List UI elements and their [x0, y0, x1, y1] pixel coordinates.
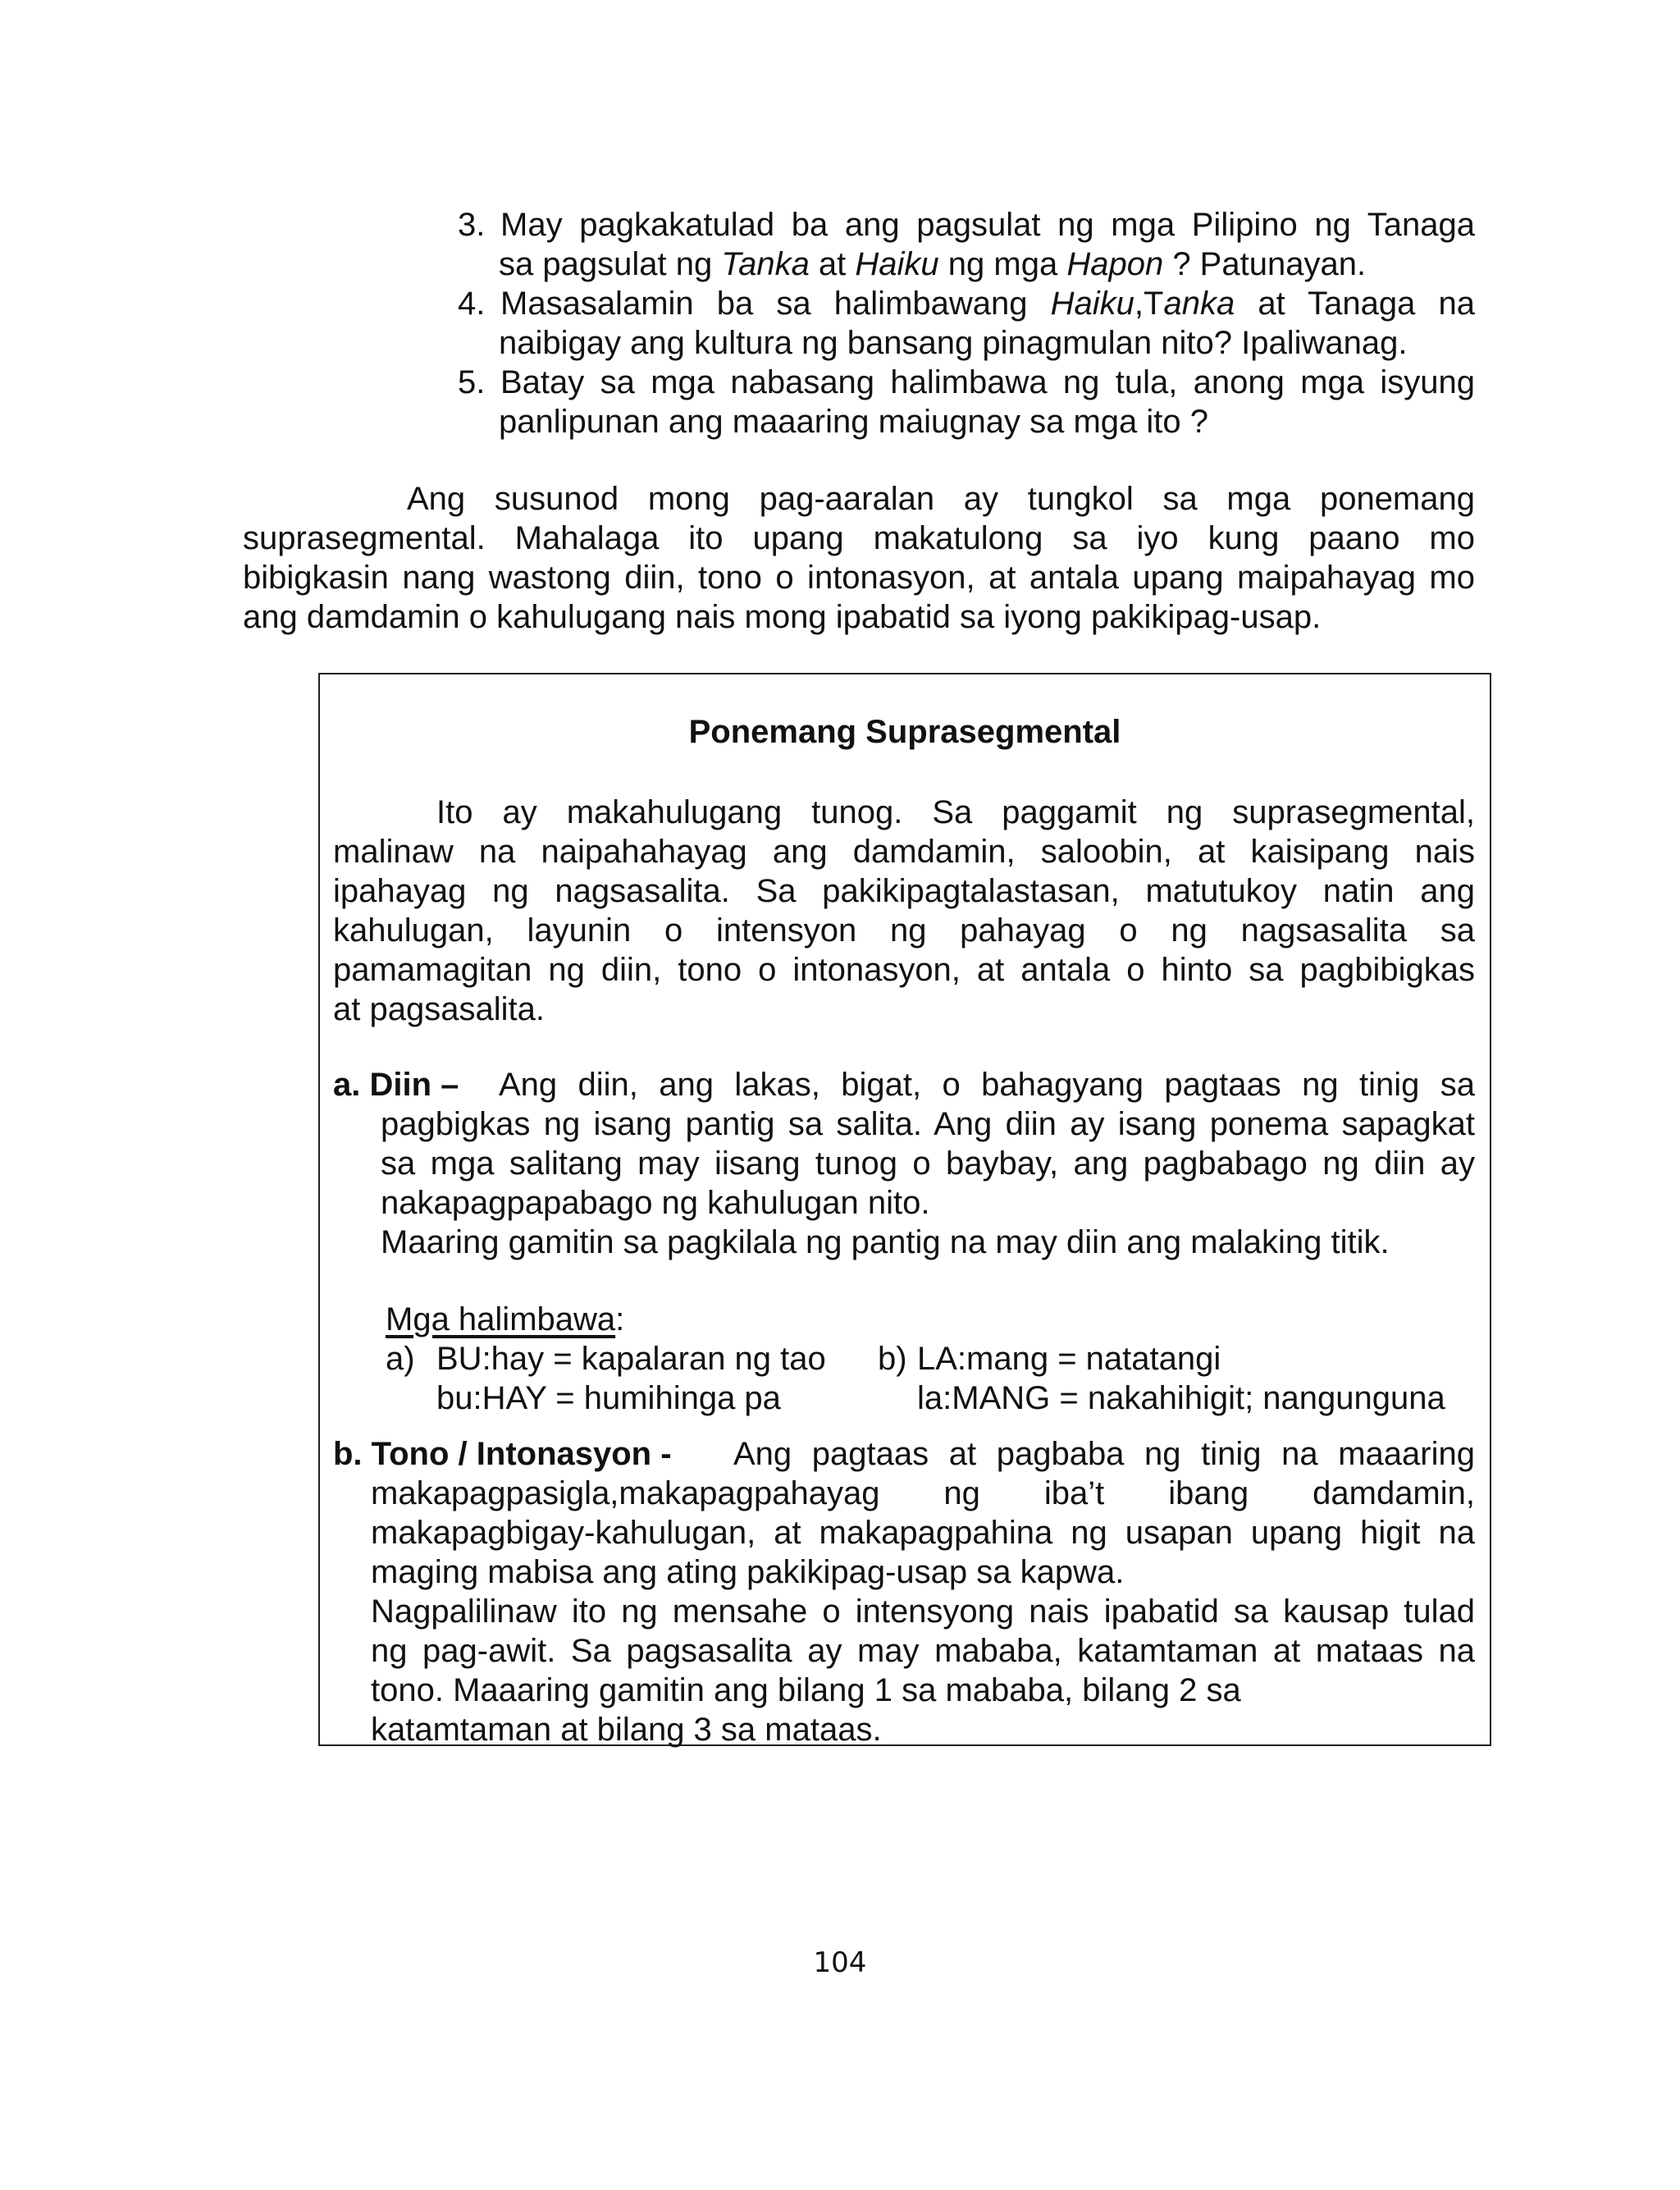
- intro-line-4: ang damdamin o kahulugang nais mong ipabatid sa iyong pakikipag-usap.: [243, 599, 1322, 635]
- tono-line-7: tono. Maaaring gamitin ang bilang 1 sa mababa, bilang 2 sa: [371, 1672, 1241, 1708]
- definition-line-2: malinaw na naipahahayag ang damdamin, saloobin, at kaisipang nais: [333, 834, 1475, 870]
- tono-line-3: makapagbigay-kahulugan, at makapagpahina ng usapan upang higit na: [371, 1515, 1475, 1551]
- tono-label: b. Tono / Intonasyon -: [333, 1436, 672, 1472]
- question-5-number: 5.: [458, 364, 486, 400]
- tono-line-6: ng pag-awit. Sa pagsasalita ay may mababa, katamtaman at mataas na: [371, 1633, 1475, 1669]
- question-3-number: 3.: [458, 207, 486, 243]
- definition-line-3: ipahayag ng nagsasalita. Sa pakikipagtalastasan, matutukoy natin ang: [333, 873, 1475, 909]
- example-b-2: la:MANG = nakahihigit; nangunguna: [917, 1380, 1445, 1416]
- tono-line-8: katamtaman at bilang 3 sa mataas.: [371, 1712, 882, 1748]
- question-5-line-2: panlipunan ang maaaring maiugnay sa mga ito ?: [499, 404, 1209, 440]
- question-4-line-1: [458, 284, 1475, 323]
- diin-line-1: [333, 1065, 1475, 1104]
- examples-heading: Mga halimbawa:: [386, 1301, 625, 1337]
- intro-line-2: suprasegmental. Mahalaga ito upang makatulong sa iyo kung paano mo: [243, 520, 1475, 556]
- question-5-line-1: [458, 363, 1475, 402]
- diin-line-5: Maaring gamitin sa pagkilala ng pantig na may diin ang malaking titik.: [381, 1224, 1390, 1260]
- box-title: Ponemang Suprasegmental: [688, 714, 1121, 750]
- question-4-text: Masasalamin ba sa halimbawang Haiku,Tanka at Tanaga na: [500, 286, 1475, 322]
- intro-line-1: Ang susunod mong pag-aaralan ay tungkol sa mga ponemang: [407, 481, 1475, 517]
- tono-line-1: [333, 1434, 1475, 1474]
- diin-line-4: nakapagpapabago ng kahulugan nito.: [381, 1185, 930, 1221]
- diin-line-2: pagbigkas ng isang pantig sa salita. Ang diin ay isang ponema sapagkat: [381, 1106, 1475, 1142]
- question-3-text: May pagkakatulad ba ang pagsulat ng mga Pilipino ng Tanaga: [500, 207, 1475, 243]
- diin-first-line: Ang diin, ang lakas, bigat, o bahagyang pagtaas ng tinig sa: [499, 1067, 1475, 1103]
- example-a-marker: a): [386, 1341, 415, 1377]
- question-3-line-1: [458, 205, 1475, 245]
- definition-line-5: pamamagitan ng diin, tono o intonasyon, at antala o hinto sa pagbibigkas: [333, 952, 1475, 988]
- tono-line-5: Nagpalilinaw ito ng mensahe o intensyong nais ipabatid sa kausap tulad: [371, 1593, 1475, 1630]
- tono-first-line: Ang pagtaas at pagbaba ng tinig na maaaring: [733, 1436, 1475, 1472]
- question-4-line-2: naibigay ang kultura ng bansang pinagmulan nito? Ipaliwanag.: [499, 325, 1408, 361]
- diin-label: a. Diin –: [333, 1067, 459, 1103]
- tono-line-2: makapagpasigla,makapagpahayag ng iba’t ibang damdamin,: [371, 1475, 1475, 1511]
- definition-line-6: at pagsasalita.: [333, 991, 545, 1027]
- intro-line-3: bibigkasin nang wastong diin, tono o intonasyon, at antala upang maipahayag mo: [243, 560, 1475, 596]
- tono-line-4: maging mabisa ang ating pakikipag-usap sa kapwa.: [371, 1554, 1125, 1590]
- page-number: 104: [813, 1946, 867, 1979]
- example-a-1: BU:hay = kapalaran ng tao: [436, 1341, 826, 1377]
- question-5-text: Batay sa mga nabasang halimbawa ng tula, anong mga isyung: [500, 364, 1475, 400]
- definition-line-1: Ito ay makahulugang tunog. Sa paggamit ng suprasegmental,: [436, 794, 1475, 830]
- definition-line-4: kahulugan, layunin o intensyon ng pahayag o ng nagsasalita sa: [333, 912, 1475, 949]
- question-4-number: 4.: [458, 286, 486, 322]
- question-3-line-2: sa pagsulat ng Tanka at Haiku ng mga Hapon ? Patunayan.: [499, 246, 1367, 282]
- example-b-marker: b): [878, 1341, 907, 1377]
- example-b-1: LA:mang = natatangi: [917, 1341, 1221, 1377]
- example-a-2: bu:HAY = humihinga pa: [436, 1380, 781, 1416]
- diin-line-3: sa mga salitang may iisang tunog o baybay, ang pagbabago ng diin ay: [381, 1145, 1475, 1182]
